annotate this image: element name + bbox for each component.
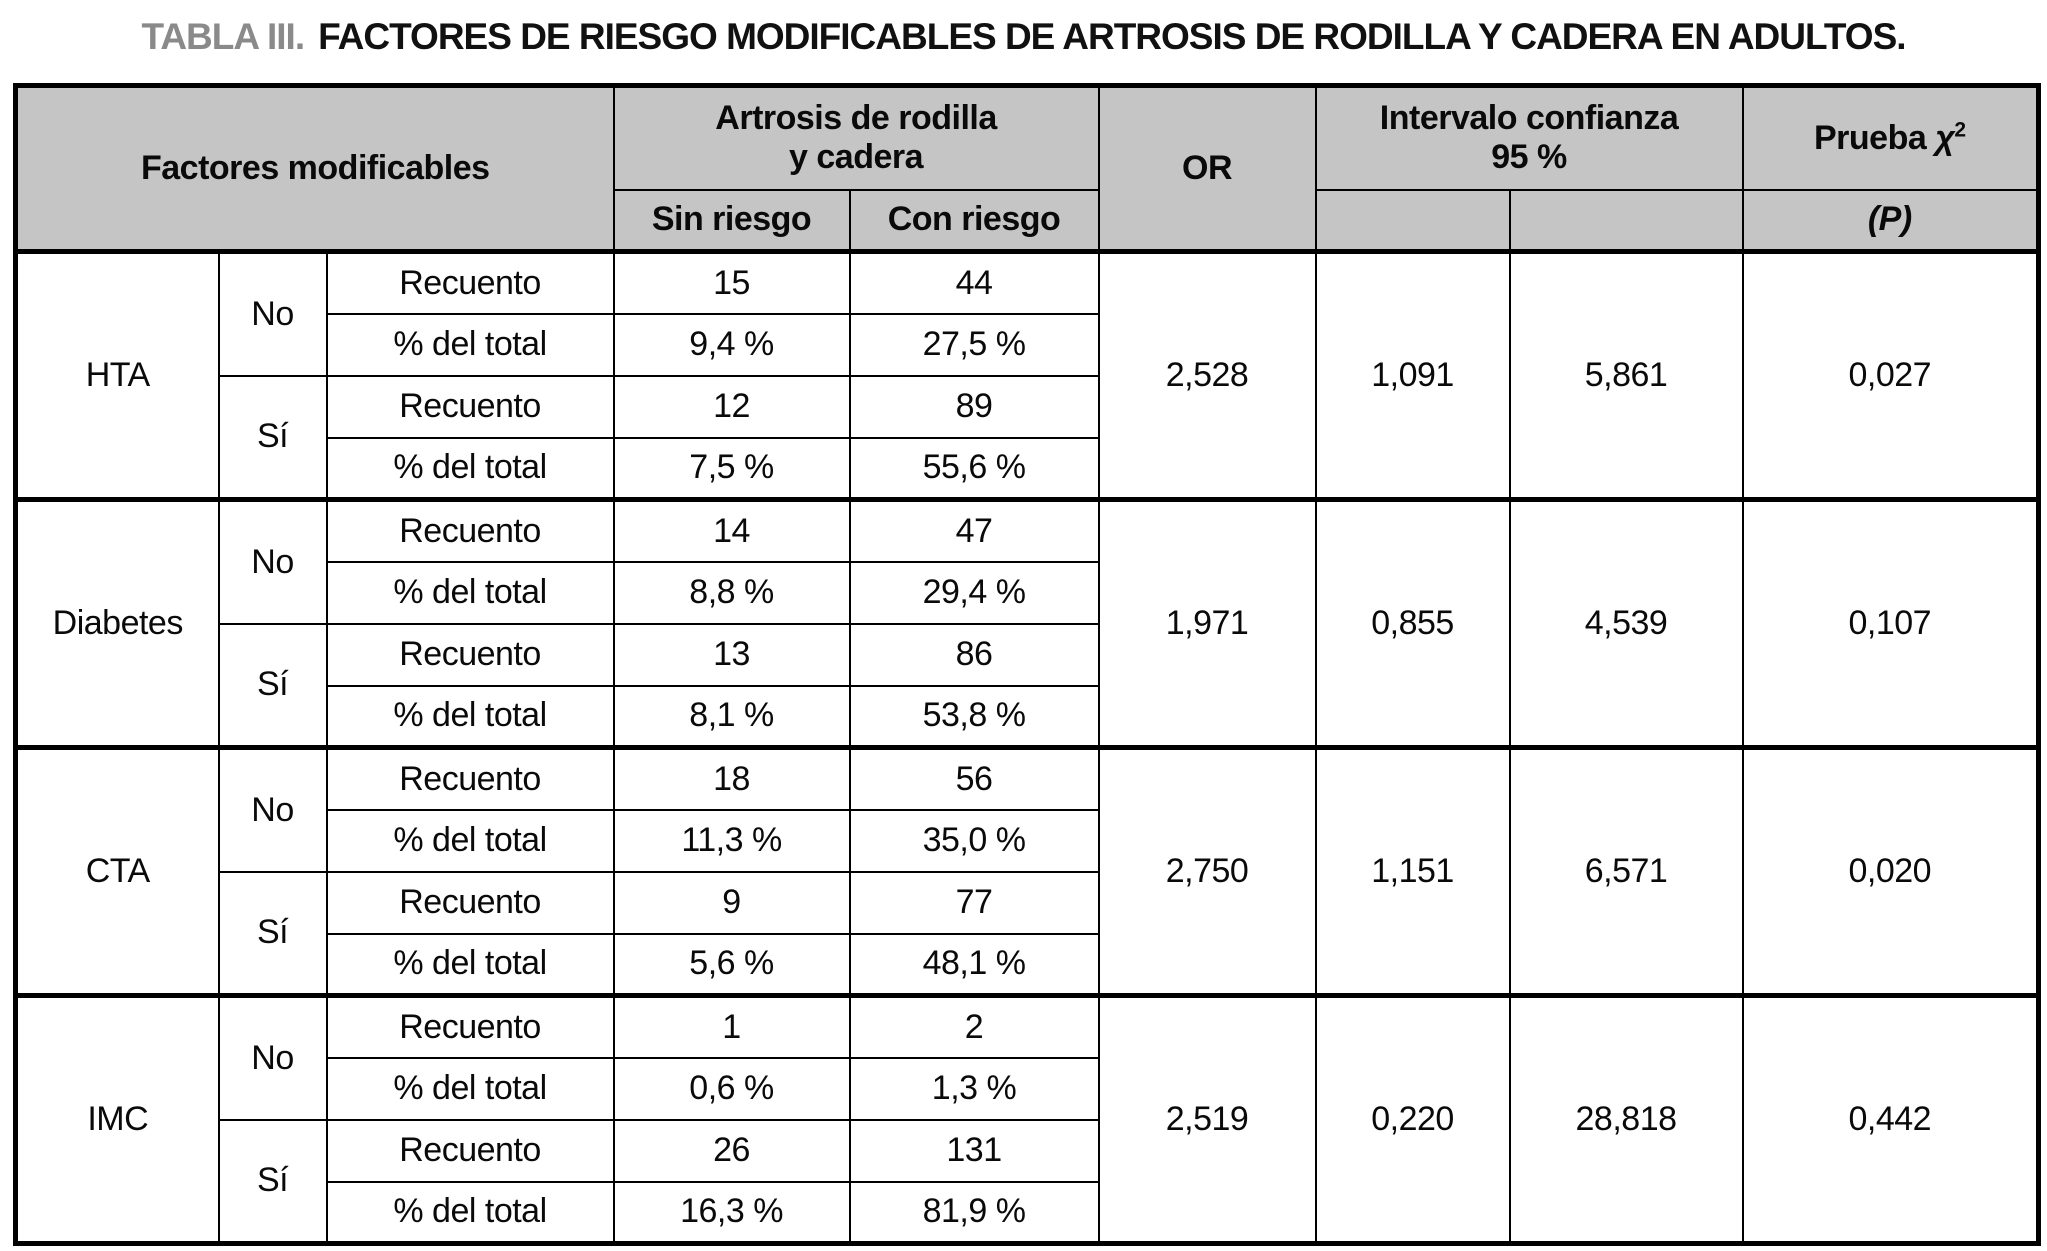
- hta-no-cell: No: [219, 252, 327, 376]
- risk-factors-table: [13, 83, 2041, 1246]
- imc-no-recuento-con: 2: [850, 996, 1099, 1058]
- diabetes-p-value: 0,107: [1743, 500, 2039, 748]
- header-intervalo-line2: 95 %: [1491, 138, 1567, 177]
- diabetes-si-recuento-con: 86: [850, 624, 1099, 686]
- hta-si-pct-con: 55,6 %: [850, 438, 1099, 500]
- imc-ci-inferior: 0,220: [1316, 996, 1510, 1244]
- row-label-pct: % del total: [327, 1182, 614, 1244]
- row-label-pct: % del total: [327, 562, 614, 624]
- hta-si-pct-sin: 7,5 %: [614, 438, 850, 500]
- factor-cell-hta: HTA: [16, 252, 219, 500]
- imc-si-recuento-sin: 26: [614, 1120, 850, 1182]
- cta-si-recuento-con: 77: [850, 872, 1099, 934]
- cta-si-cell: Sí: [219, 872, 327, 996]
- header-prueba-word: Prueba: [1813, 118, 1936, 157]
- header-artrosis-line1: Artrosis de rodilla: [715, 99, 997, 138]
- cta-no-recuento-sin: 18: [614, 748, 850, 810]
- diabetes-ci-superior: 4,539: [1510, 500, 1743, 748]
- table-row: [16, 748, 2039, 810]
- cta-no-recuento-con: 56: [850, 748, 1099, 810]
- header-intervalo-line1: Intervalo confianza: [1379, 99, 1679, 138]
- row-label-pct: % del total: [327, 314, 614, 376]
- cta-no-cell: No: [219, 748, 327, 872]
- factor-cell-cta: CTA: [16, 748, 219, 996]
- header-prueba-chi2: [1743, 86, 2039, 190]
- row-label-pct: % del total: [327, 1058, 614, 1120]
- cta-no-pct-sin: 11,3 %: [614, 810, 850, 872]
- diabetes-no-cell: No: [219, 500, 327, 624]
- imc-no-pct-sin: 0,6 %: [614, 1058, 850, 1120]
- imc-no-cell: No: [219, 996, 327, 1120]
- diabetes-ci-inferior: 0,855: [1316, 500, 1510, 748]
- cta-no-pct-con: 35,0 %: [850, 810, 1099, 872]
- hta-no-pct-sin: 9,4 %: [614, 314, 850, 376]
- imc-si-pct-sin: 16,3 %: [614, 1182, 850, 1244]
- header-sin-riesgo: Sin riesgo: [614, 190, 850, 252]
- cta-ci-inferior: 1,151: [1316, 748, 1510, 996]
- row-label-pct: % del total: [327, 438, 614, 500]
- hta-si-cell: Sí: [219, 376, 327, 500]
- header-superior: [1510, 190, 1743, 252]
- diabetes-si-pct-sin: 8,1 %: [614, 686, 850, 748]
- row-label-recuento: Recuento: [327, 624, 614, 686]
- table-row: [16, 252, 2039, 314]
- diabetes-no-recuento-con: 47: [850, 500, 1099, 562]
- cta-or: 2,750: [1099, 748, 1316, 996]
- table-title-label: TABLA III.: [141, 16, 305, 57]
- cta-si-recuento-sin: 9: [614, 872, 850, 934]
- chi-symbol: χ: [1935, 118, 1955, 157]
- diabetes-si-cell: Sí: [219, 624, 327, 748]
- hta-no-recuento-sin: 15: [614, 252, 850, 314]
- row-label-pct: % del total: [327, 686, 614, 748]
- row-label-recuento: Recuento: [327, 748, 614, 810]
- imc-ci-superior: 28,818: [1510, 996, 1743, 1244]
- header-artrosis-line2: y cadera: [789, 138, 924, 177]
- imc-or: 2,519: [1099, 996, 1316, 1244]
- header-inferior: [1316, 190, 1510, 252]
- row-label-recuento: Recuento: [327, 1120, 614, 1182]
- row-label-pct: % del total: [327, 810, 614, 872]
- diabetes-si-recuento-sin: 13: [614, 624, 850, 686]
- row-label-recuento: Recuento: [327, 872, 614, 934]
- chi-exponent: 2: [1954, 118, 1966, 142]
- row-label-recuento: Recuento: [327, 376, 614, 438]
- diabetes-no-pct-sin: 8,8 %: [614, 562, 850, 624]
- imc-si-pct-con: 81,9 %: [850, 1182, 1099, 1244]
- row-label-recuento: Recuento: [327, 996, 614, 1058]
- diabetes-no-recuento-sin: 14: [614, 500, 850, 562]
- table-title: [0, 16, 2047, 58]
- table-row: [16, 500, 2039, 562]
- header-intervalo-confianza: [1316, 86, 1743, 190]
- hta-no-pct-con: 27,5 %: [850, 314, 1099, 376]
- header-artrosis: [614, 86, 1099, 190]
- cta-ci-superior: 6,571: [1510, 748, 1743, 996]
- diabetes-or: 1,971: [1099, 500, 1316, 748]
- header-con-riesgo: Con riesgo: [850, 190, 1099, 252]
- cta-si-pct-sin: 5,6 %: [614, 934, 850, 996]
- cta-p-value: 0,020: [1743, 748, 2039, 996]
- hta-si-recuento-con: 89: [850, 376, 1099, 438]
- row-label-recuento: Recuento: [327, 500, 614, 562]
- hta-no-recuento-con: 44: [850, 252, 1099, 314]
- imc-p-value: 0,442: [1743, 996, 2039, 1244]
- row-label-pct: % del total: [327, 934, 614, 996]
- imc-si-cell: Sí: [219, 1120, 327, 1244]
- header-or: OR: [1099, 86, 1316, 252]
- header-p-value: (P): [1743, 190, 2039, 252]
- table-title-text: FACTORES DE RIESGO MODIFICABLES DE ARTROSIS DE RODILLA Y CADERA EN ADULTOS.: [318, 16, 1906, 57]
- cta-si-pct-con: 48,1 %: [850, 934, 1099, 996]
- factor-cell-imc: IMC: [16, 996, 219, 1244]
- factor-cell-diabetes: Diabetes: [16, 500, 219, 748]
- diabetes-no-pct-con: 29,4 %: [850, 562, 1099, 624]
- imc-no-pct-con: 1,3 %: [850, 1058, 1099, 1120]
- hta-p-value: 0,027: [1743, 252, 2039, 500]
- table-row: [16, 996, 2039, 1058]
- diabetes-si-pct-con: 53,8 %: [850, 686, 1099, 748]
- imc-no-recuento-sin: 1: [614, 996, 850, 1058]
- row-label-recuento: Recuento: [327, 252, 614, 314]
- imc-si-recuento-con: 131: [850, 1120, 1099, 1182]
- hta-ci-inferior: 1,091: [1316, 252, 1510, 500]
- hta-ci-superior: 5,861: [1510, 252, 1743, 500]
- hta-or: 2,528: [1099, 252, 1316, 500]
- header-factores-modificables: Factores modificables: [16, 86, 614, 252]
- hta-si-recuento-sin: 12: [614, 376, 850, 438]
